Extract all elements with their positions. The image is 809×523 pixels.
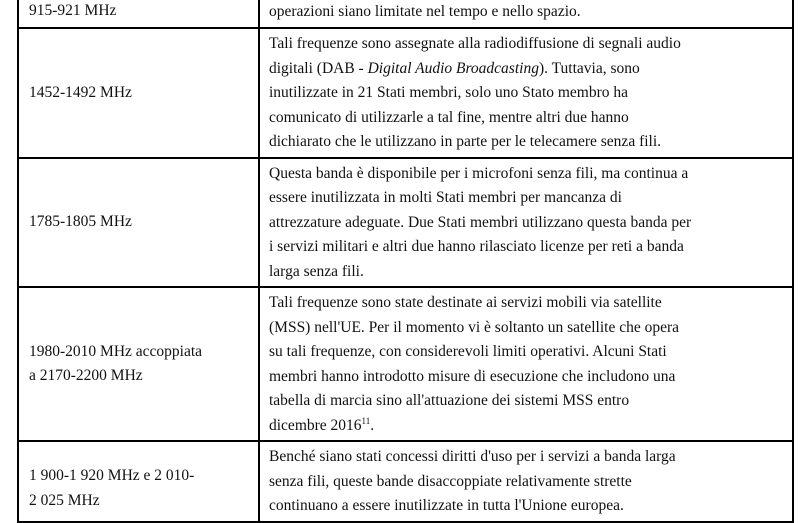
description-line: [269, 414, 786, 439]
table-row: [18, 158, 793, 288]
description-line: membri hanno introdotto misure di esecuzione che includono una: [269, 367, 676, 385]
description-cell: [259, 287, 793, 441]
description-line: Questa banda è disponibile per i microfoni senza fili, ma continua a: [269, 164, 689, 182]
description-cell: [259, 28, 793, 158]
text-run: .: [370, 416, 375, 434]
description-line: senza fili, queste bande disaccoppiate relativamente strette: [269, 472, 632, 490]
frequency-cell: [18, 287, 259, 441]
description-line: essere inutilizzata in molti Stati membri per mancanza di: [269, 189, 622, 206]
frequency-text: 1785-1805 MHz: [29, 213, 132, 230]
description-cell: [259, 0, 793, 28]
description-line: comunicato di utilizzarle a tal fine, mentre altri due hanno: [269, 108, 629, 126]
text-run: digitali (DAB -: [269, 59, 368, 77]
frequency-text: 915-921 MHz: [29, 1, 117, 19]
footnote-ref: 11: [361, 415, 371, 426]
frequency-cell: [18, 441, 259, 522]
description-line: continuano a essere inutilizzate in tutta l'Unione europea.: [269, 497, 624, 514]
text-run: ). Tuttavia, sono: [538, 59, 640, 77]
frequency-bands-table: [17, 0, 794, 523]
italic-term: Digital Audio Broadcasting: [367, 59, 539, 77]
frequency-cell: [18, 158, 259, 288]
description-line: [269, 57, 786, 82]
frequency-cell: [18, 0, 259, 28]
description-line: Tali frequenze sono assegnate alla radiodiffusione di segnali audio: [269, 35, 681, 52]
table-row: [18, 0, 793, 28]
description-line: (MSS) nell'UE. Per il momento vi è soltanto un satellite che opera: [269, 318, 680, 336]
frequency-text: a 2170-2200 MHz: [29, 367, 143, 384]
frequency-text: 2 025 MHz: [29, 491, 100, 509]
description-line: i servizi militari e altri due hanno rilasciato licenze per reti a banda: [269, 238, 684, 255]
description-line: Tali frequenze sono state destinate ai servizi mobili via satellite: [269, 294, 662, 311]
frequency-cell: [18, 28, 259, 158]
description-cell: [259, 441, 793, 522]
table-row: [18, 441, 793, 522]
description-line: dichiarato che le utilizzano in parte per le telecamere senza fili.: [269, 133, 662, 150]
description-line: Benché siano stati concessi diritti d'uso per i servizi a banda larga: [269, 448, 676, 465]
spectrum-table-page: [17, 0, 792, 523]
text-run: dicembre 2016: [269, 416, 362, 434]
frequency-text: 1980-2010 MHz accoppiata: [29, 342, 203, 360]
description-cell: [259, 158, 793, 288]
description-line: larga senza fili.: [269, 262, 364, 280]
table-row: [18, 28, 793, 158]
description-line: tabella di marcia sino all'attuazione dei sistemi MSS entro: [269, 392, 630, 409]
description-line: attrezzature adeguate. Due Stati membri utilizzano questa banda per: [269, 213, 692, 231]
description-line: operazioni siano limitate nel tempo e nello spazio.: [269, 2, 581, 20]
description-line: su tali frequenze, con considerevoli limiti operativi. Alcuni Stati: [269, 343, 667, 360]
frequency-text: 1452-1492 MHz: [29, 83, 132, 101]
frequency-text: 1 900-1 920 MHz e 2 010-: [29, 467, 195, 484]
table-row: [18, 287, 793, 441]
description-line: inutilizzate in 21 Stati membri, solo uno Stato membro ha: [269, 84, 629, 101]
